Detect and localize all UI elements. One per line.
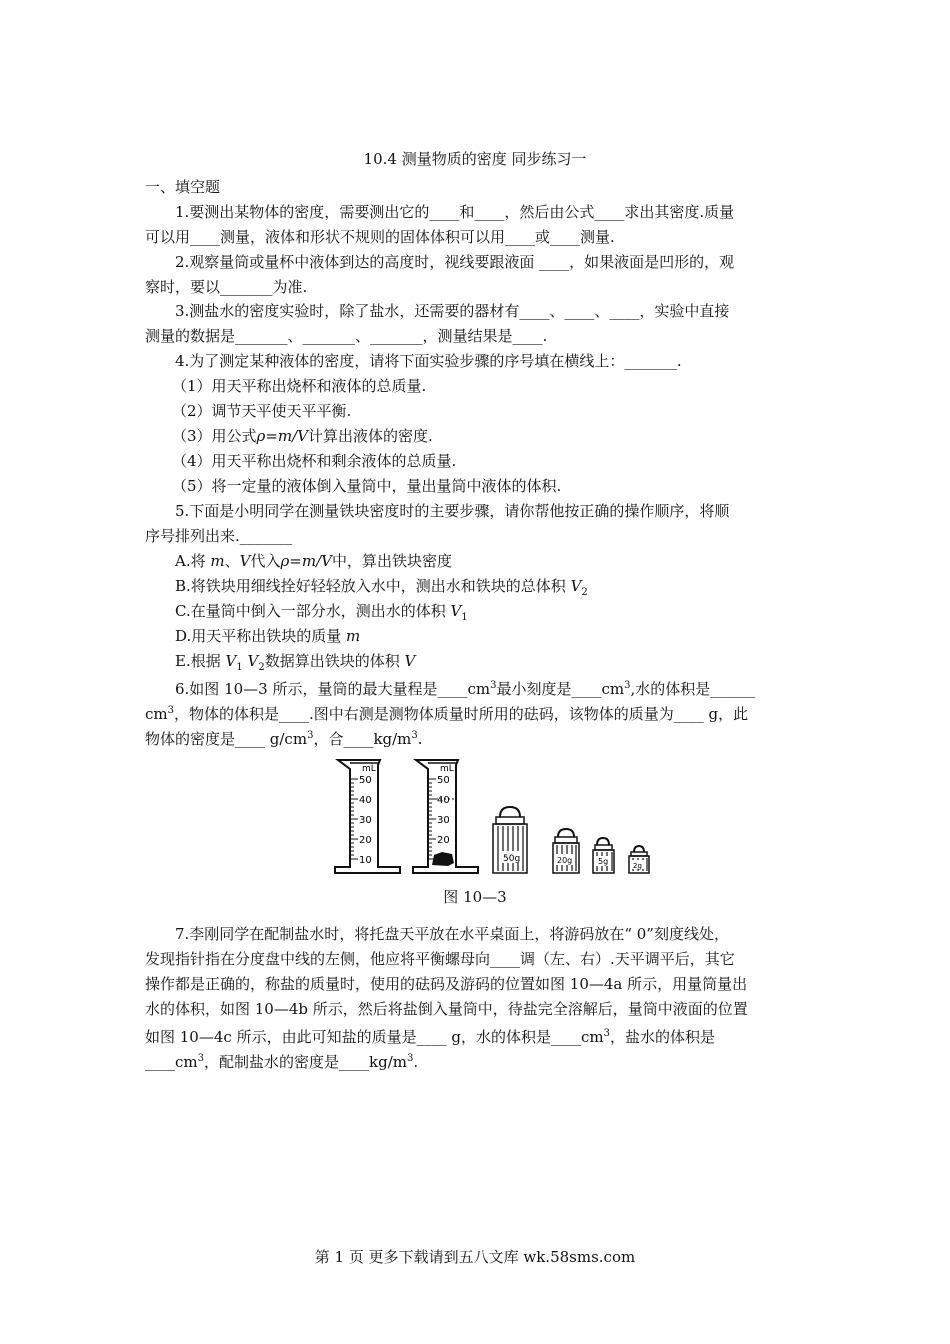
tick-label: 40	[437, 795, 450, 806]
q4-step4: （4）用天平称出烧杯和剩余液体的总质量.	[172, 452, 457, 470]
weight-label: 5g	[598, 857, 609, 866]
q5-option-d: D.用天平称出铁块的质量 m	[175, 627, 361, 645]
q7-line6: $\_\_\_\_cm^3$，配制盐水的密度是$\_\_\_\_kg/m^3$.	[145, 1053, 419, 1071]
weight-label: 2g	[633, 862, 642, 870]
tick-label: 40	[359, 795, 372, 806]
q4-step1: （1）用天平称出烧杯和液体的总质量.	[172, 377, 427, 395]
q2-line2: 察时，要以_______为准.	[145, 278, 308, 296]
tick-label: 20	[437, 835, 450, 846]
q4-line1: 4.为了测定某种液体的密度，请将下面实验步骤的序号填在横线上：_______.	[175, 352, 682, 370]
tick-label: 50	[437, 775, 450, 786]
section-heading: 一、填空题	[145, 178, 221, 196]
q7-line1: 7.李刚同学在配制盐水时，将托盘天平放在水平桌面上，将游码放在“ 0”刻度线处，	[175, 925, 729, 943]
q6-line1: 6.如图 10—3 所示，量筒的最大量程是$\_\_\_\_cm^3$最小刻度是$\_\_\_\_cm^3$,水的体积是______	[175, 680, 756, 698]
graduated-cylinder-2	[413, 760, 478, 873]
q6-line3: 物体的密度是____ $g/cm^3$，合$\_\_\_\_kg/m^3$.	[145, 730, 423, 748]
page-title: 10.4 测量物质的密度 同步练习一	[363, 150, 587, 168]
q7-line3: 操作都是正确的，称盐的质量时，使用的砝码及游码的位置如图 10—4a 所示，用量筒量出	[145, 975, 748, 993]
q5-option-b: B.将铁块用细线拴好轻轻放入水中，测出水和铁块的总体积 $V_2$	[175, 577, 588, 598]
q1-line1: 1.要测出某物体的密度，需要测出它的____和____，然后由公式____求出其密度.质量	[175, 203, 735, 221]
q6-line2: $cm^3$，物体的体积是____.图中右测是测物体质量时所用的砝码，该物体的质量为____ g，此	[145, 705, 749, 723]
tick-label: 10	[359, 855, 372, 866]
q5-option-e: E.根据 $V_1$ $V_2$数据算出铁块的体积 V	[175, 652, 416, 673]
tick-label: 30	[437, 815, 450, 826]
weight-5g	[593, 838, 614, 873]
unit-label: mL	[440, 764, 454, 774]
q2-line1: 2.观察量筒或量杯中液体到达的高度时，视线要跟液面 ____，如果液面是凹形的，观	[175, 253, 735, 271]
page-footer: 第 1 页 更多下载请到五八文库 wk.58sms.com	[314, 1248, 636, 1266]
weight-50g	[493, 807, 527, 873]
figure-10-3	[330, 755, 660, 880]
q5-line1: 5.下面是小明同学在测量铁块密度时的主要步骤，请你帮他按正确的操作顺序，将顺	[175, 502, 730, 520]
object-in-water	[432, 852, 454, 866]
q4-step5: （5）将一定量的液体倒入量筒中，量出量筒中液体的体积.	[172, 477, 562, 495]
q7-line2: 发现指针指在分度盘中线的左侧，他应将平衡螺母向____调（左、右）.天平调平后，其它	[145, 950, 735, 968]
unit-label: mL	[362, 764, 376, 774]
q5-option-a: A.将 m、V代入ρ=m/V中，算出铁块密度	[175, 552, 452, 570]
q5-option-c: C.在量筒中倒入一部分水，测出水的体积 $V_1$	[175, 602, 468, 623]
graduated-cylinder-1	[335, 760, 400, 873]
tick-label: 50	[359, 775, 372, 786]
tick-label: 30	[359, 815, 372, 826]
q3-line2: 测量的数据是_______、_______、_______，测量结果是____.	[145, 327, 548, 345]
q1-line2: 可以用____测量，液体和形状不规则的固体体积可以用____或____测量.	[145, 228, 615, 246]
q4-step2: （2）调节天平使天平平衡.	[172, 402, 352, 420]
weight-20g	[553, 829, 579, 873]
q7-line5: 如图 10—4c 所示，由此可知盐的质量是____ g，水的体积是$\_\_\_\_cm^3$，盐水的体积是	[145, 1028, 715, 1046]
weight-label: 20g	[557, 856, 573, 865]
weight-2g	[629, 846, 649, 873]
figure-caption: 图 10—3	[443, 888, 507, 906]
q3-line1: 3.测盐水的密度实验时，除了盐水，还需要的器材有____、____、____，实验中直接	[175, 302, 730, 320]
q7-line4: 水的体积，如图 10—4b 所示，然后将盐倒入量筒中，待盐完全溶解后，量筒中液面的位置	[145, 1000, 748, 1018]
tick-label: 20	[359, 835, 372, 846]
weight-label: 50g	[503, 854, 521, 864]
q4-step3: （3）用公式ρ=m/V计算出液体的密度.	[172, 427, 433, 445]
q5-line2: 序号排列出来._______	[145, 527, 293, 545]
